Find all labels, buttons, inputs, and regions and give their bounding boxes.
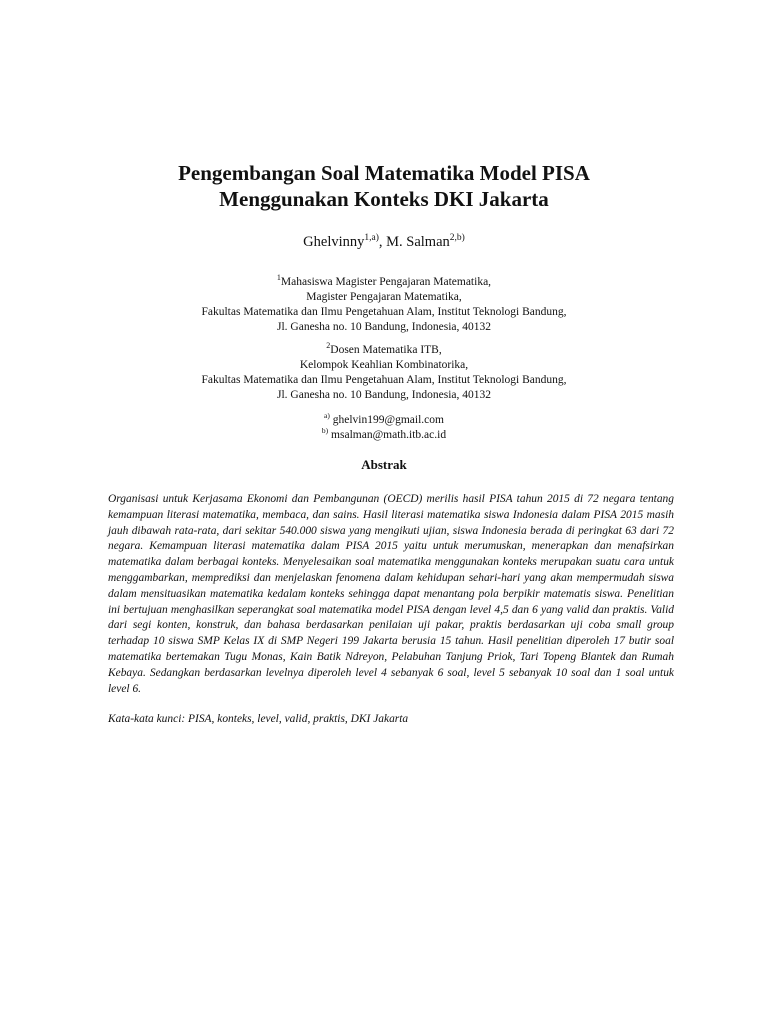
affiliation-line: $^1$Mahasiswa Magister Pengajaran Matematika,: [276, 273, 492, 288]
abstract-heading: Abstrak: [361, 457, 407, 472]
affiliation-line: Kelompok Keahlian Kombinatorika,: [299, 359, 469, 371]
affiliation-line: Jl. Ganesha no. 10 Bandung, Indonesia, 40132: [277, 321, 491, 333]
email-line: [0, 428, 768, 443]
title-line-1: Pengembangan Soal Matematika Model PISA: [178, 161, 590, 185]
abstract-body: Organisasi untuk Kerjasama Ekonomi dan Pembangunan (OECD) merilis hasil PISA tahun 2015 di 72 negara tentang kemampuan literasi matematika, membaca, dan sains. Hasil literasi matematika siswa Indonesia dalam PISA 2015 masih jauh dibawah rata-rata, dari sekitar 540.000 siswa yang mengikuti ujian, siswa Indonesia berada di peringkat 63 dari 72 negara. Kemampuan literasi matematika dalam PISA 2015 yaitu untuk merumuskan, menerapkan dan menafsirkan matematika dalam berbagai konteks. Menyelesaikan soal matematika menggunakan konteks merupakan suatu cara untuk menggambarkan, memprediksi dan menjelaskan fenomena dalam kehidupan sehari-hari yang akan mempermudah siswa dalam mensituasikan matematika kedalam konteks sehingga dapat menantang pola berpikir matematis siswa. Penelitian ini bertujuan menghasilkan seperangkat soal matematika model PISA dengan level 4,5 dan 6 yang valid dan praktis. Valid dari segi konten, konstruk, dan bahasa berdasarkan penilaian uji pakar, praktis berdasarkan uji coba small group terhadap 10 siswa SMP Kelas IX di SMP Negeri 199 Jakarta berusia 15 tahun. Hasil penelitian diperoleh 17 butir soal matematika bertemakan Tugu Monas, Kain Batik Ndreyon, Pelabuhan Tanjung Priok, Tari Topeng Blantek dan Rumah Kebaya. Sedangkan berdasarkan levelnya diperoleh level 4 sebanyak 6 soal, level 5 sebanyak 10 soal dan 1 soal untuk level 6.: [108, 493, 674, 695]
affiliation-line: Jl. Ganesha no. 10 Bandung, Indonesia, 40132: [277, 389, 491, 401]
author-affiliation-marker: 2,b): [449, 233, 465, 244]
author-name: M. Salman: [386, 234, 450, 250]
affiliation-line: $^2$Dosen Matematika ITB,: [326, 341, 442, 356]
affiliation-line: Magister Pengajaran Matematika,: [306, 291, 462, 303]
email-address[interactable]: msalman@math.itb.ac.id: [331, 429, 447, 441]
affiliation-1: [0, 275, 768, 335]
keywords: Kata-kata kunci: PISA, konteks, level, valid, praktis, DKI Jakarta: [108, 713, 409, 725]
email-line: [0, 413, 768, 428]
affiliation-marker: 2: [326, 341, 331, 351]
author-name: Ghelvinny: [303, 234, 365, 250]
author-affiliation-marker: 1,a): [364, 233, 379, 244]
affiliation-line: Fakultas Matematika dan Ilmu Pengetahuan Alam, Institut Teknologi Bandung,: [201, 306, 567, 318]
email-list: [0, 413, 768, 443]
author-list: [0, 232, 768, 252]
email-address[interactable]: ghelvin199@gmail.com: [332, 414, 444, 426]
title-line-2: Menggunakan Konteks DKI Jakarta: [219, 187, 549, 211]
affiliation-marker: 1: [276, 273, 281, 283]
email-marker: b): [321, 426, 329, 436]
affiliation-2: [0, 343, 768, 403]
affiliation-line: Fakultas Matematika dan Ilmu Pengetahuan Alam, Institut Teknologi Bandung,: [201, 374, 567, 386]
author-separator: ,: [378, 234, 387, 250]
email-marker: a): [324, 411, 330, 421]
paper-title: [0, 160, 768, 212]
